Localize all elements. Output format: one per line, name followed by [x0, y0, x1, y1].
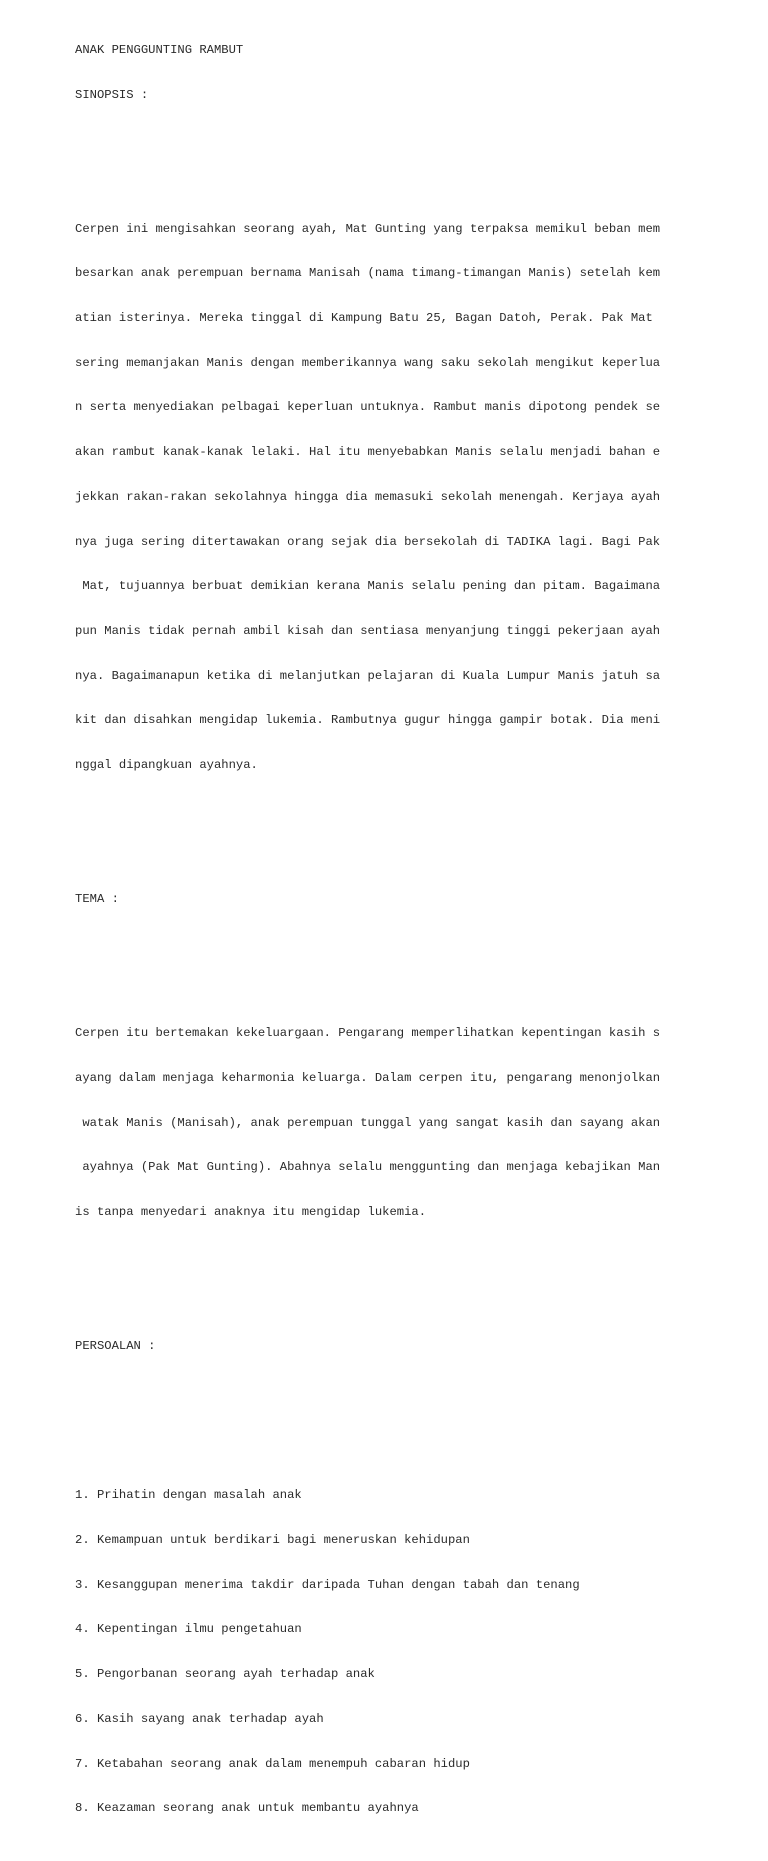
list-item: 8. Keazaman seorang anak untuk membantu ayahnya	[75, 1801, 419, 1816]
spacer	[75, 1384, 695, 1414]
sinopsis-line: nya. Bagaimanapun ketika di melanjutkan pelajaran di Kuala Lumpur Manis jatuh sa	[75, 668, 661, 683]
spacer	[75, 1295, 695, 1310]
sinopsis-line: nya juga sering ditertawakan orang sejak dia bersekolah di TADIKA lagi. Bagi Pak	[75, 534, 661, 549]
list-item: 4. Kepentingan ilmu pengetahuan	[75, 1622, 302, 1637]
list-item: 2. Kemampuan untuk berdikari bagi meneruskan kehidupan	[75, 1533, 470, 1547]
sinopsis-line: besarkan anak perempuan bernama Manisah (nama timang-timangan Manis) setelah kem	[75, 266, 661, 281]
tema-line: Cerpen itu bertemakan kekeluargaan. Pengarang memperlihatkan kepentingan kasih s	[75, 1026, 661, 1041]
tema-line: watak Manis (Manisah), anak perempuan tunggal yang sangat kasih dan sayang akan	[75, 1115, 661, 1130]
sinopsis-line: Mat, tujuannya berbuat demikian kerana Manis selalu pening dan pitam. Bagaimana	[75, 579, 661, 594]
spacer	[75, 848, 695, 863]
sinopsis-paragraph	[75, 192, 695, 803]
tema-line: ayahnya (Pak Mat Gunting). Abahnya selalu menggunting dan menjaga kebajikan Man	[75, 1160, 661, 1175]
spacer	[75, 132, 695, 147]
sinopsis-line: akan rambut kanak-kanak lelaki. Hal itu menyebabkan Manis selalu menjadi bahan e	[75, 445, 661, 460]
persoalan-heading: PERSOALAN :	[75, 1339, 156, 1354]
tema-line: is tanpa menyedari anaknya itu mengidap lukemia.	[75, 1205, 427, 1220]
sinopsis-heading: SINOPSIS :	[75, 87, 149, 102]
document-title: ANAK PENGGUNTING RAMBUT	[75, 42, 244, 57]
sinopsis-line: jekkan rakan-rakan sekolahnya hingga dia memasuki sekolah menengah. Kerjaya ayah	[75, 489, 661, 504]
sinopsis-line: sering memanjakan Manis dengan memberikannya wang saku sekolah mengikut keperlua	[75, 355, 661, 370]
list-item: 6. Kasih sayang anak terhadap ayah	[75, 1711, 324, 1726]
list-item: 5. Pengorbanan seorang ayah terhadap anak	[75, 1667, 375, 1682]
sinopsis-line: n serta menyediakan pelbagai keperluan untuknya. Rambut manis dipotong pendek se	[75, 400, 661, 415]
sinopsis-line: atian isterinya. Mereka tinggal di Kampung Batu 25, Bagan Datoh, Perak. Pak Mat	[75, 311, 653, 326]
list-item: 7. Ketabahan seorang anak dalam menempuh cabaran hidup	[75, 1756, 470, 1771]
list-item: 1. Prihatin dengan masalah anak	[75, 1488, 302, 1503]
spacer	[75, 937, 695, 952]
tema-paragraph	[75, 997, 695, 1250]
sinopsis-line: kit dan disahkan mengidap lukemia. Rambutnya gugur hingga gampir botak. Dia meni	[75, 713, 661, 728]
list-item: 3. Kesanggupan menerima takdir daripada Tuhan dengan tabah dan tenang	[75, 1577, 580, 1592]
sinopsis-line: nggal dipangkuan ayahnya.	[75, 758, 258, 773]
persoalan-list	[75, 1458, 695, 1845]
sinopsis-line: Cerpen ini mengisahkan seorang ayah, Mat Gunting yang terpaksa memikul beban mem	[75, 221, 661, 236]
document-page	[75, 13, 695, 1861]
tema-heading: TEMA :	[75, 892, 119, 907]
sinopsis-line: pun Manis tidak pernah ambil kisah dan sentiasa menyanjung tinggi pekerjaan ayah	[75, 623, 661, 638]
tema-line: ayang dalam menjaga keharmonia keluarga. Dalam cerpen itu, pengarang menonjolkan	[75, 1071, 661, 1086]
